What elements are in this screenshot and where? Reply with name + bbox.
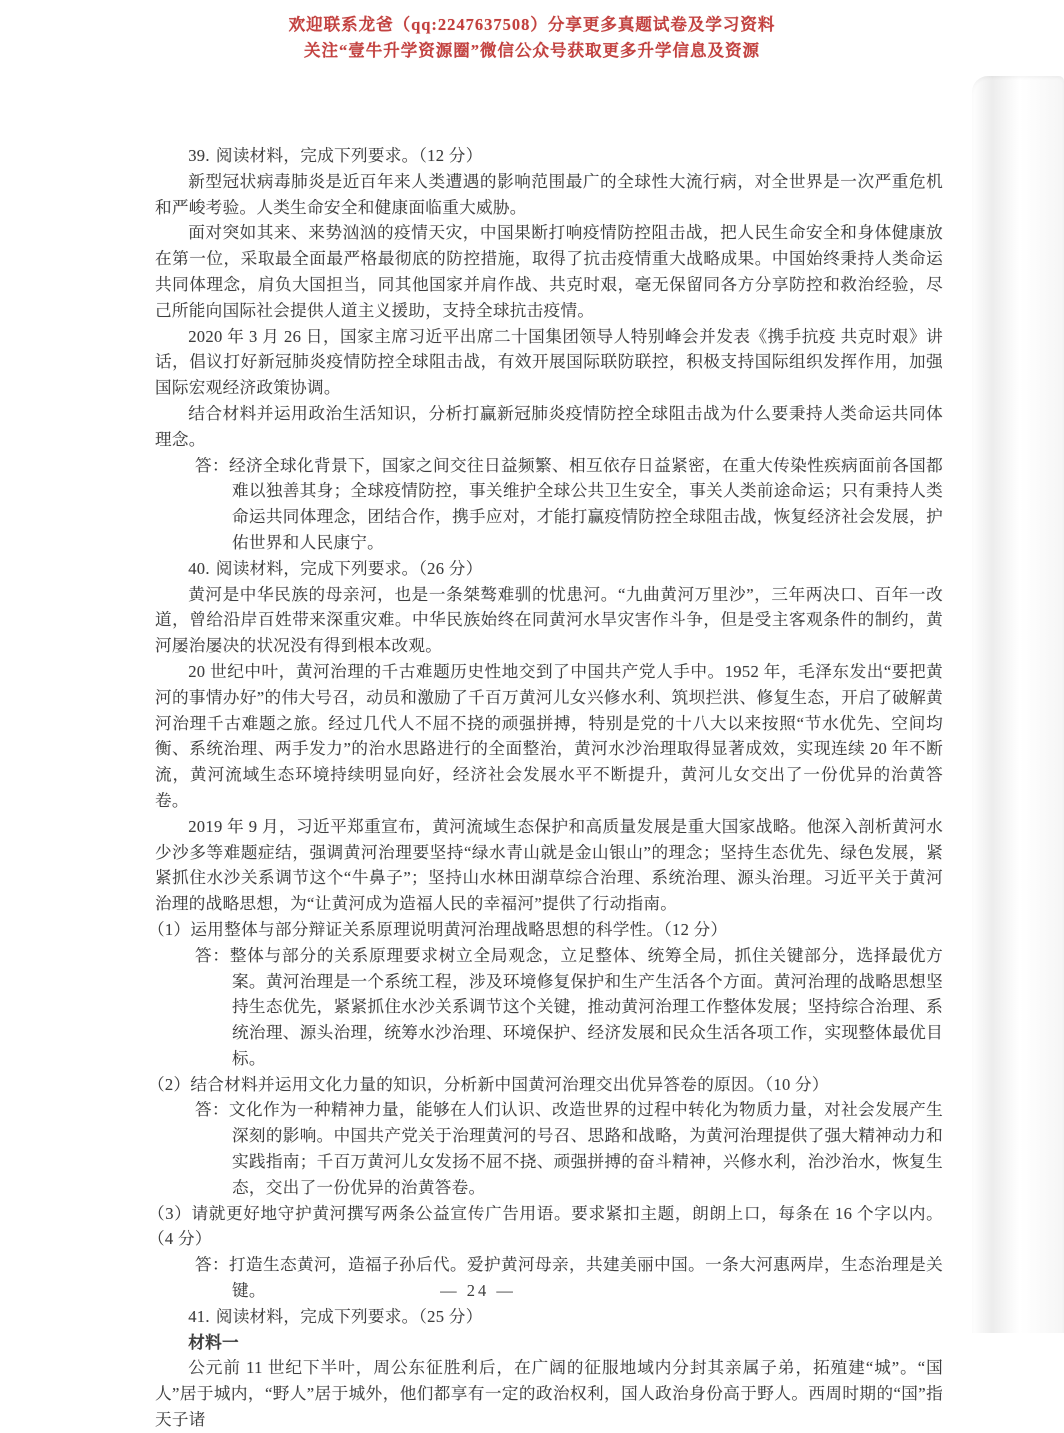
question-41-heading <box>155 1304 943 1330</box>
q40-material-paragraph-1: 黄河是中华民族的母亲河，也是一条桀骜难驯的忧患河。“九曲黄河万里沙”，三年两决口、百年一改道，曾给沿岸百姓带来深重灾难。中华民族始终在同黄河水旱灾害作斗争，但是受主客观条件的制约，黄河屡治屡决的状况没有得到根本改观。 <box>155 584 943 656</box>
q39-answer <box>195 453 943 556</box>
question-39-heading <box>155 143 943 169</box>
promo-line-1: 欢迎联系龙爸（qq:2247637508）分享更多真题试卷及学习资料 <box>288 15 776 34</box>
q40-answer-3-text: 打造生态黄河，造福子孙后代。爱护黄河母亲，共建美丽中国。一条大河惠两岸，生态治理是关键。 <box>229 1255 943 1301</box>
q40-material-paragraph-3: 2019 年 9 月，习近平郑重宣布，黄河流域生态保护和高质量发展是重大国家战略。他深入剖析黄河水少沙多等难题症结，强调黄河治理要坚持“绿水青山就是金山银山”的理念；坚持生态优先、绿色发展，紧紧抓住水沙关系调节这个“牛鼻子”；坚持山水林田湖草综合治理、系统治理、源头治理。习近平关于黄河治理的战略思想，为“让黄河成为造福人民的幸福河”提供了行动指南。 <box>155 816 943 914</box>
q40-material-paragraph-2: 20 世纪中叶，黄河治理的千古难题历史性地交到了中国共产党人手中。1952 年，毛泽东发出“要把黄河的事情办好”的伟大号召，动员和激励了千百万黄河儿女兴修水利、筑坝拦洪、修复生态，开启了破解黄河治理千古难题之旅。经过几代人不屈不挠的顽强拼搏，特别是党的十八大以来按照“节水优先、空间均衡、系统治理、两手发力”的治水思路进行的全面整治，黄河水沙治理取得显著成效，实现连续 20 年不断流，黄河流域生态环境持续明显向好，经济社会发展水平不断提升，黄河儿女交出了一份优异的治黄答卷。 <box>155 661 943 810</box>
q39-answer-label: 答： <box>195 455 230 475</box>
q40-answer-1 <box>195 943 943 1072</box>
exam-content <box>148 143 943 1433</box>
q39-task-prompt: 结合材料并运用政治生活知识，分析打赢新冠肺炎疫情防控全球阻击战为什么要秉持人类命运共同体理念。 <box>155 403 943 449</box>
page-number: — 24 — <box>440 1281 516 1300</box>
promo-header <box>0 12 1064 64</box>
scan-page-edge-shadow <box>972 76 1064 1333</box>
question-39-title: 阅读材料，完成下列要求。（12 分） <box>215 146 483 165</box>
q40-answer-1-text: 整体与部分的关系原理要求树立全局观念，立足整体、统筹全局，抓住关键部分，选择最优方案。黄河治理是一个系统工程，涉及环境修复保护和生产生活各个方面。黄河治理的战略思想坚持生态优先，紧紧抓住水沙关系调节这个关键，推动黄河治理工作整体发展；坚持综合治理、系统治理、源头治理，统筹水沙治理、环境保护、经济发展和民众生活各项工作，实现整体最优目标。 <box>229 945 943 1068</box>
question-40-heading <box>155 556 943 582</box>
q39-material-paragraph-2: 面对突如其来、来势汹汹的疫情天灾，中国果断打响疫情防控阻击战，把人民生命安全和身体健康放在第一位，采取最全面最严格最彻底的防控措施，取得了抗击疫情重大战略成果。中国始终秉持人类命运共同体理念，肩负大国担当，同其他国家并肩作战、共克时艰，毫无保留同各方分享防控和救治经验，尽己所能向国际社会提供人道主义援助，支持全球抗击疫情。 <box>155 223 943 320</box>
question-41-number: 41. <box>188 1306 210 1326</box>
q40-answer-2-label: 答： <box>195 1100 230 1120</box>
q39-material-paragraph-1: 新型冠状病毒肺炎是近百年来人类遭遇的影响范围最广的全球性大流行病，对全世界是一次严重危机和严峻考验。人类生命安全和健康面临重大威胁。 <box>155 171 943 217</box>
q41-material-paragraph: 公元前 11 世纪下半叶，周公东征胜利后，在广阔的征服地域内分封其亲属子弟，拓殖建“城”。“国人”居于城内，“野人”居于城外，他们都享有一定的政治权利，国人政治身份高于野人。西周时期的“国”指天子诸 <box>155 1358 943 1430</box>
question-40-number: 40. <box>188 558 210 578</box>
question-39-number: 39. <box>188 146 210 165</box>
q40-answer-3-label: 答： <box>195 1255 230 1275</box>
q40-subquestion-3: （3）请就更好地守护黄河撰写两条公益宣传广告用语。要求紧扣主题，朗朗上口，每条在 16 个字以内。（4 分） <box>148 1203 943 1249</box>
q39-answer-text: 经济全球化背景下，国家之间交往日益频繁、相互依存日益紧密，在重大传染性疾病面前各国都难以独善其身；全球疫情防控，事关维护全球公共卫生安全，事关人类前途命运；只有秉持人类命运共同体理念，团结合作，携手应对，才能打赢疫情防控全球阻击战，恢复经济社会发展，护佑世界和人民康宁。 <box>229 455 943 552</box>
q39-material-paragraph-3: 2020 年 3 月 26 日，国家主席习近平出席二十国集团领导人特别峰会并发表《携手抗疫 共克时艰》讲话，倡议打好新冠肺炎疫情防控全球阻击战，有效开展国际联防联控，积极支持国际组织发挥作用，加强国际宏观经济政策协调。 <box>155 326 943 398</box>
question-41-title: 阅读材料，完成下列要求。（25 分） <box>215 1306 483 1326</box>
q40-answer-2 <box>195 1097 943 1200</box>
q40-subquestion-2: （2）结合材料并运用文化力量的知识，分析新中国黄河治理交出优异答卷的原因。（10 分） <box>148 1074 829 1094</box>
q40-subquestion-1: （1）运用整体与部分辩证关系原理说明黄河治理战略思想的科学性。（12 分） <box>148 919 728 939</box>
q40-answer-1-label: 答： <box>195 945 230 965</box>
question-40-title: 阅读材料，完成下列要求。（26 分） <box>215 558 483 578</box>
q40-answer-2-text: 文化作为一种精神力量，能够在人们认识、改造世界的过程中转化为物质力量，对社会发展产生深刻的影响。中国共产党关于治理黄河的号召、思路和战略，为黄河治理提供了强大精神动力和实践指南；千百万黄河儿女发扬不屈不挠、顽强拼搏的奋斗精神，兴修水利，治沙治水，恢复生态，交出了一份优异的治黄答卷。 <box>229 1100 943 1197</box>
q41-material-one-label: 材料一 <box>188 1332 239 1352</box>
promo-line-2: 关注“壹牛升学资源圈”微信公众号获取更多升学信息及资源 <box>304 41 760 60</box>
